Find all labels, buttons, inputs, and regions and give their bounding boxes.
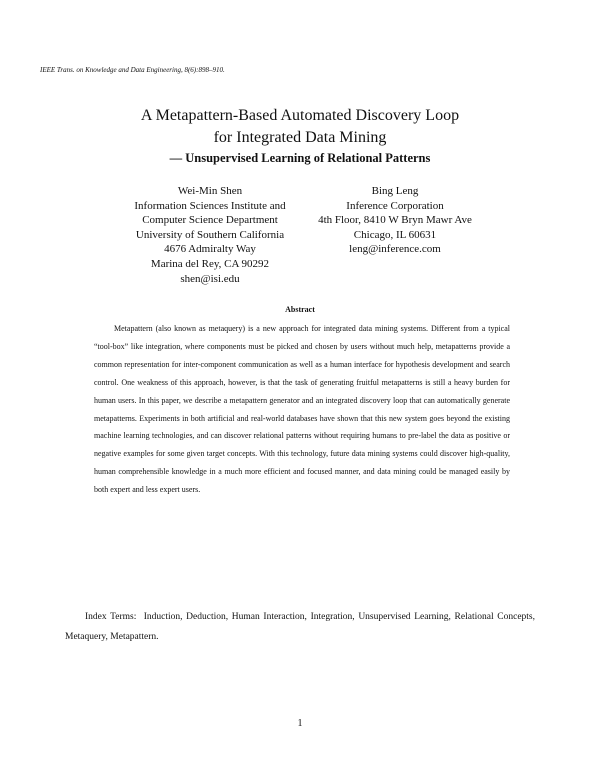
author-affiliation: Inference Corporation — [346, 199, 444, 212]
author-address: 4th Floor, 8410 W Bryn Mawr Ave — [318, 214, 472, 227]
author-address: Marina del Rey, CA 90292 — [150, 257, 270, 270]
author-email: leng@inference.com — [349, 243, 441, 256]
journal-citation: IEEE Trans. on Knowledge and Data Engineering, 8(6):898–910. — [40, 66, 225, 74]
index-terms-label: Index Terms: — [85, 612, 137, 622]
paper-subtitle: — Unsupervised Learning of Relational Patterns — [169, 151, 431, 165]
author-email: shen@isi.edu — [180, 272, 240, 285]
author-affiliation: Information Sciences Institute and — [134, 199, 286, 212]
author-address: 4676 Admiralty Way — [164, 243, 256, 256]
index-terms-paragraph — [65, 607, 535, 647]
author-block-leng — [300, 184, 490, 257]
abstract-body: Metapattern (also known as metaquery) is a new approach for integrated data mining systems. Different from a typical “tool-box” like integration, where components must be picked and chosen by users without much help, metapatterns provide a common representation for inter-component communication as well as a human interface for hypothesis development and search control. One weakness of this approach, however, is that the task of generating fruitful metapatterns is still a heavy burden for human users. In this paper, we describe a metapattern generator and an integrated discovery loop that can automatically generate metapatterns. Experiments in both artificial and real-world databases have shown that this new system goes beyond the existing machine learning technologies, and can discover relational patterns without requiring humans to pre-label the data as positive or negative examples for some given target concepts. With this technology, future data mining systems could discover high-quality, human comprehensible knowledge in a much more efficient and focused manner, and data mining could be managed easily by both expert and less expert users. — [94, 324, 510, 495]
page-number: 1 — [297, 718, 303, 729]
author-name: Wei-Min Shen — [177, 185, 243, 197]
paper-title-line-1: A Metapattern-Based Automated Discovery Loop — [140, 107, 460, 124]
paper-title-line-2: for Integrated Data Mining — [213, 129, 387, 146]
author-affiliation: University of Southern California — [135, 228, 285, 241]
author-address: Chicago, IL 60631 — [353, 228, 437, 241]
author-block-shen — [100, 184, 320, 286]
author-name: Bing Leng — [371, 185, 419, 197]
abstract-heading: Abstract — [285, 305, 315, 314]
index-terms-text: Induction, Deduction, Human Interaction, Integration, Unsupervised Learning, Relational Concepts, Metaquery, Metapattern. — [65, 612, 535, 642]
author-affiliation: Computer Science Department — [142, 214, 278, 227]
